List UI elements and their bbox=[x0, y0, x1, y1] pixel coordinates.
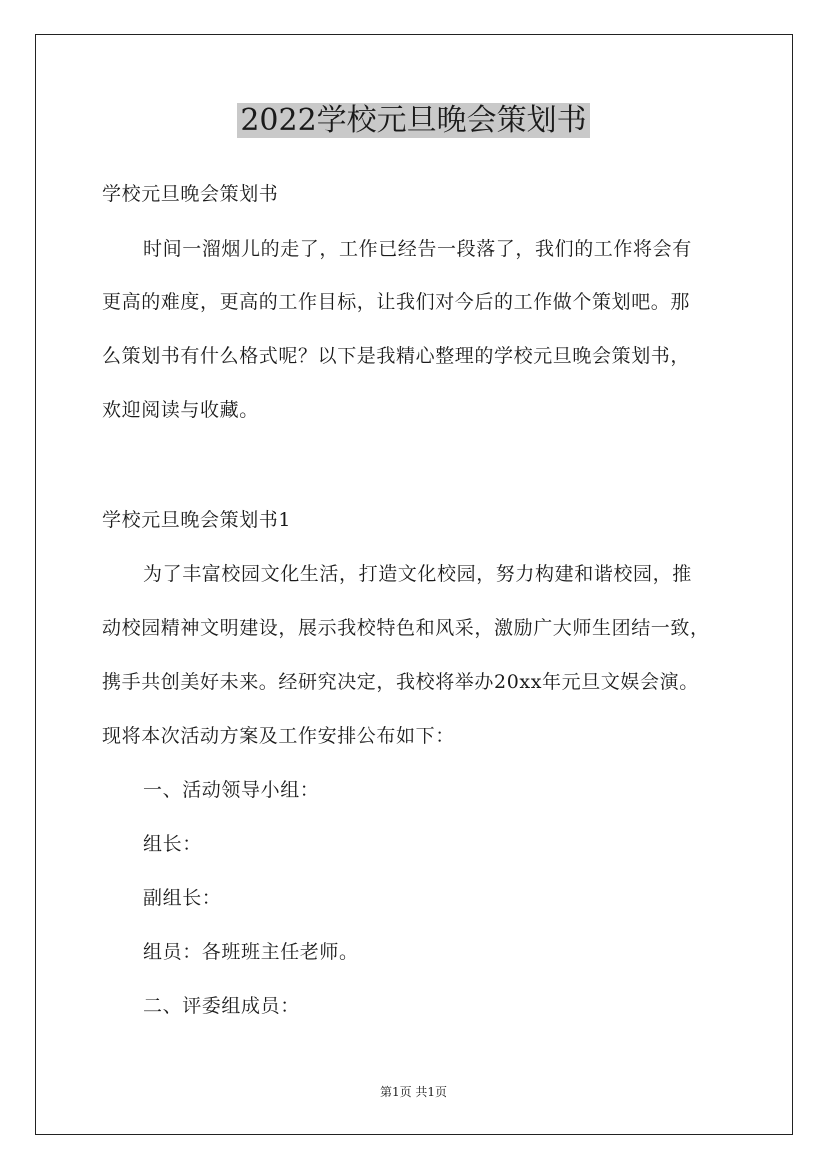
section-para-line-1: 为了丰富校园文化生活，打造文化校园，努力构建和谐校园，推 bbox=[143, 563, 692, 585]
page-footer: 第1页 共1页 bbox=[379, 1085, 448, 1099]
intro-line-3: 么策划书有什么格式呢？以下是我精心整理的学校元旦晚会策划书， bbox=[102, 345, 691, 367]
intro-line-2: 更高的难度，更高的工作目标，让我们对今后的工作做个策划吧。那 bbox=[102, 291, 691, 313]
document-title-text: 2022学校元旦晚会策划书 bbox=[237, 103, 589, 138]
section-para-line-2: 动校园精神文明建设，展示我校特色和风采，激励广大师生团结一致， bbox=[102, 617, 710, 639]
section-para-line-3: 携手共创美好未来。经研究决定，我校将举办20xx年元旦文娱会演。 bbox=[102, 671, 699, 693]
list-item: 组长： bbox=[143, 833, 202, 855]
document-title bbox=[0, 100, 827, 142]
section-para-line-4: 现将本次活动方案及工作安排公布如下： bbox=[102, 725, 455, 747]
section-heading: 学校元旦晚会策划书1 bbox=[102, 509, 292, 531]
list-item: 副组长： bbox=[143, 887, 222, 909]
list-item: 二、评委组成员： bbox=[143, 995, 300, 1017]
intro-line-4: 欢迎阅读与收藏。 bbox=[102, 399, 259, 421]
list-item: 一、活动领导小组： bbox=[143, 779, 320, 801]
document-subtitle: 学校元旦晚会策划书 bbox=[102, 183, 279, 205]
intro-line-1: 时间一溜烟儿的走了，工作已经告一段落了，我们的工作将会有 bbox=[143, 238, 692, 260]
list-item: 组员：各班班主任老师。 bbox=[143, 941, 359, 963]
